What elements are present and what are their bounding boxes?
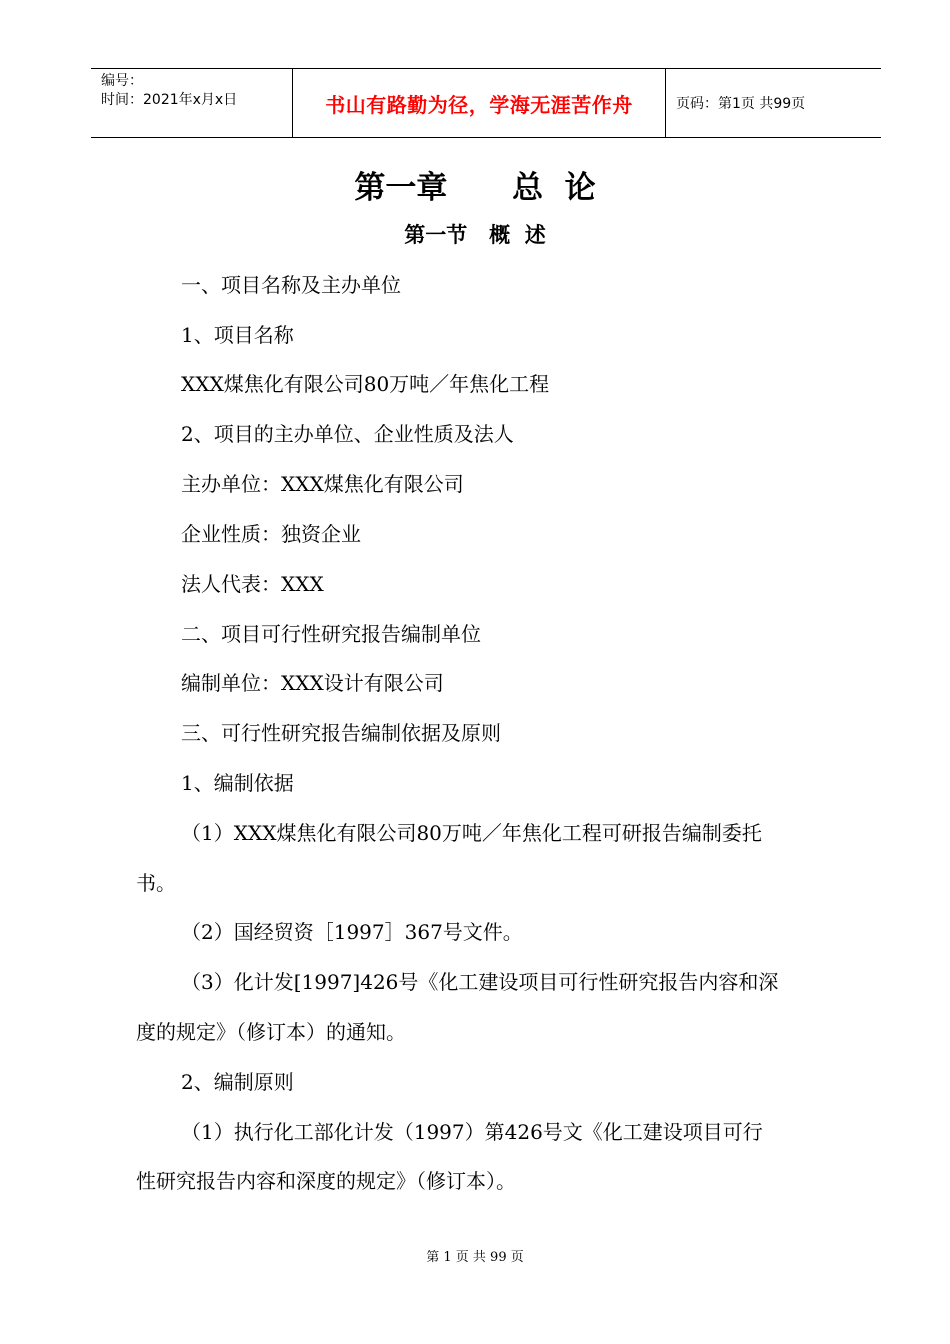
subheading-project-name: 1、项目名称 [181, 323, 294, 347]
basis-item-3: （3）化计发[1997]426号《化工建设项目可行性研究报告内容和深 [181, 970, 779, 994]
basis-item-1: （1）XXX煤焦化有限公司80万吨／年焦化工程可研报告编制委托 [181, 821, 762, 845]
basis-item-2: （2）国经贸资［1997］367号文件。 [181, 920, 523, 944]
compiler-text: 编制单位：XXX设计有限公司 [181, 671, 444, 695]
heading-basis-principles: 三、可行性研究报告编制依据及原则 [181, 721, 501, 745]
subheading-principles: 2、编制原则 [181, 1070, 294, 1094]
section-title: 第一节 概 述 [404, 223, 546, 247]
header-motto: 书山有路勤为径，学海无涯苦作舟 [293, 69, 666, 137]
subheading-sponsor: 2、项目的主办单位、企业性质及法人 [181, 422, 514, 446]
doc-number-label: 编号： [101, 73, 143, 89]
page-footer: 第 1 页 共 99 页 [426, 1250, 524, 1265]
chapter-title: 第一章 总 论 [354, 170, 596, 206]
subheading-basis: 1、编制依据 [181, 771, 294, 795]
basis-item-3-cont: 度的规定》（修订本）的通知。 [136, 1020, 406, 1044]
doc-time-label: 时间：2021年x月x日 [101, 92, 238, 108]
header-meta [91, 69, 293, 137]
sponsor-text: 主办单位：XXX煤焦化有限公司 [181, 472, 464, 496]
principle-item-1: （1）执行化工部化计发（1997）第426号文《化工建设项目可行 [181, 1120, 763, 1144]
header-page-number: 页码：第1页 共99页 [676, 96, 806, 112]
basis-item-1-cont: 书。 [136, 871, 176, 895]
principle-item-1-cont: 性研究报告内容和深度的规定》（修订本）。 [136, 1169, 516, 1193]
heading-project-name-sponsor: 一、项目名称及主办单位 [181, 273, 401, 297]
project-name-text: XXX煤焦化有限公司80万吨／年焦化工程 [181, 372, 550, 396]
enterprise-nature-text: 企业性质：独资企业 [181, 522, 361, 546]
heading-report-compiler: 二、项目可行性研究报告编制单位 [181, 622, 481, 646]
page-header [91, 68, 881, 138]
legal-rep-text: 法人代表：XXX [181, 572, 324, 596]
